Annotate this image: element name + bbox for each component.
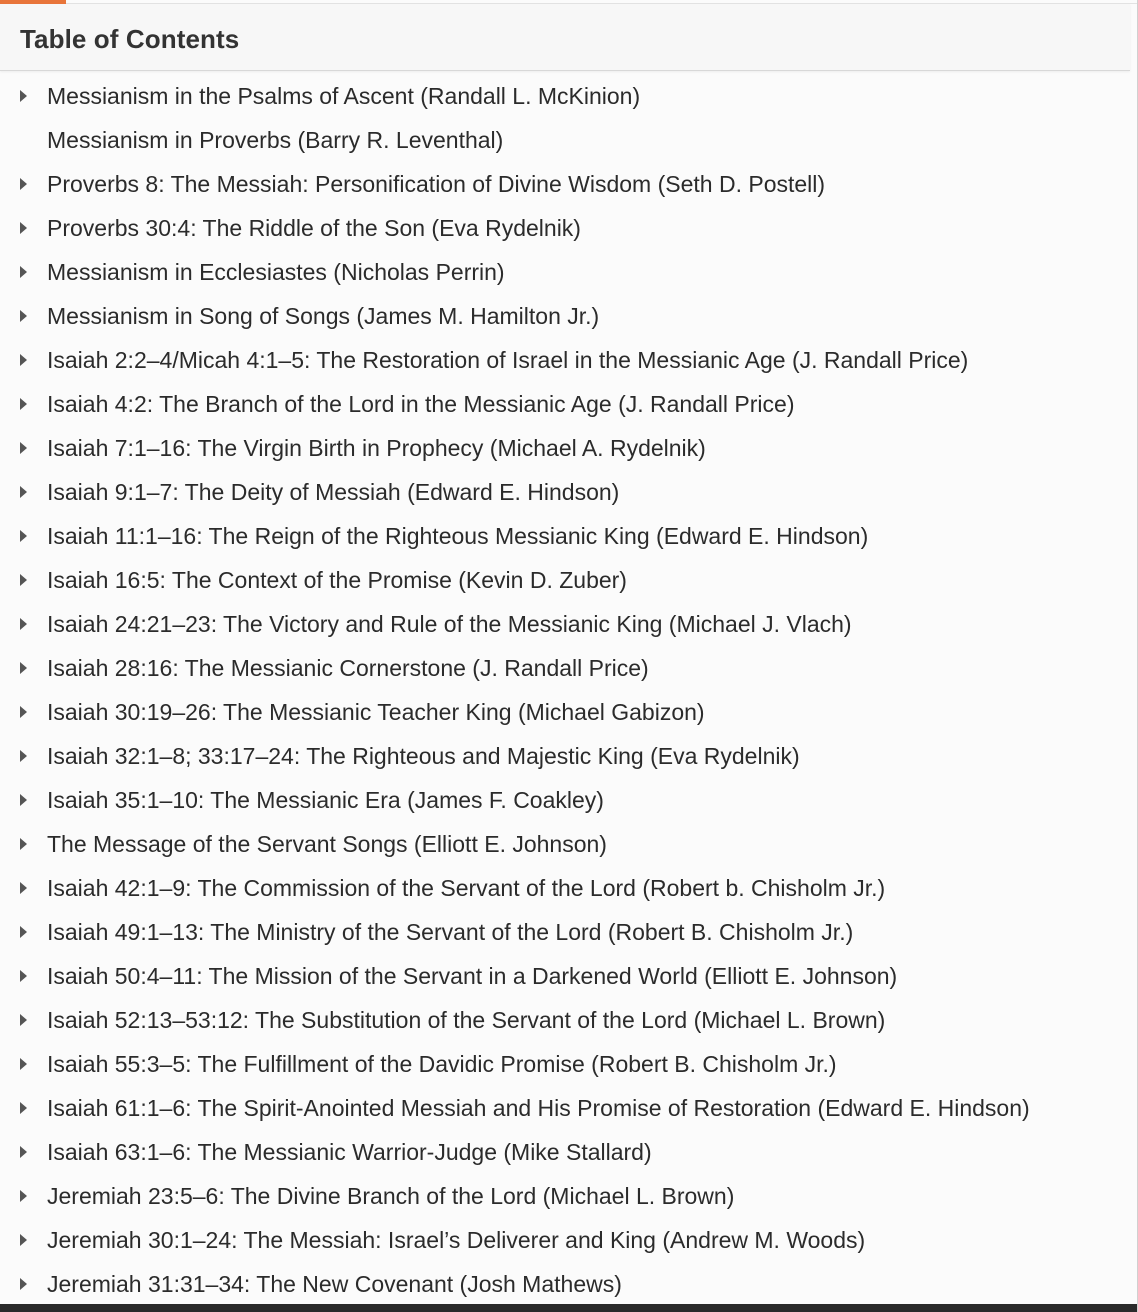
expand-arrow-icon[interactable] bbox=[20, 706, 27, 718]
toc-item[interactable] bbox=[0, 690, 1130, 734]
toc-item-link[interactable]: Isaiah 42:1–9: The Commission of the Servant of the Lord (Robert b. Chisholm Jr.) bbox=[47, 875, 886, 901]
expand-arrow-icon[interactable] bbox=[20, 1146, 27, 1158]
toc-item-link[interactable]: Isaiah 16:5: The Context of the Promise (Kevin D. Zuber) bbox=[47, 567, 627, 593]
toc-item[interactable] bbox=[0, 1218, 1130, 1262]
expand-arrow-icon[interactable] bbox=[20, 662, 27, 674]
toc-item[interactable] bbox=[0, 1042, 1130, 1086]
toc-item[interactable] bbox=[0, 954, 1130, 998]
toc-item[interactable] bbox=[0, 470, 1130, 514]
toc-item-link[interactable]: Isaiah 28:16: The Messianic Cornerstone (J. Randall Price) bbox=[47, 655, 649, 681]
toc-item[interactable] bbox=[0, 1086, 1130, 1130]
expand-arrow-icon[interactable] bbox=[20, 310, 27, 322]
toc-item-link[interactable]: Isaiah 9:1–7: The Deity of Messiah (Edward E. Hindson) bbox=[47, 479, 620, 505]
expand-arrow-icon[interactable] bbox=[20, 354, 27, 366]
expand-arrow-icon[interactable] bbox=[20, 266, 27, 278]
expand-arrow-icon[interactable] bbox=[20, 530, 27, 542]
toc-item[interactable] bbox=[0, 910, 1130, 954]
toc-list bbox=[0, 74, 1130, 1306]
toc-item[interactable] bbox=[0, 382, 1130, 426]
toc-item[interactable] bbox=[0, 74, 1130, 118]
toc-item-link[interactable]: Isaiah 61:1–6: The Spirit-Anointed Messiah and His Promise of Restoration (Edward E. Hindson) bbox=[47, 1095, 1030, 1121]
toc-item[interactable] bbox=[0, 294, 1130, 338]
toc-item-link[interactable]: Isaiah 7:1–16: The Virgin Birth in Prophecy (Michael A. Rydelnik) bbox=[47, 435, 706, 461]
toc-item[interactable] bbox=[0, 1130, 1130, 1174]
toc-item-link[interactable]: Isaiah 55:3–5: The Fulfillment of the Davidic Promise (Robert B. Chisholm Jr.) bbox=[47, 1051, 837, 1077]
toc-item-link[interactable]: Jeremiah 31:31–34: The New Covenant (Josh Mathews) bbox=[47, 1271, 622, 1297]
toc-item-link[interactable]: Isaiah 32:1–8; 33:17–24: The Righteous and Majestic King (Eva Rydelnik) bbox=[47, 743, 800, 769]
toc-header bbox=[0, 4, 1130, 71]
expand-arrow-icon[interactable] bbox=[20, 1058, 27, 1070]
toc-item[interactable] bbox=[0, 866, 1130, 910]
toc-item[interactable] bbox=[0, 822, 1130, 866]
expand-arrow-icon[interactable] bbox=[20, 926, 27, 938]
toc-item[interactable] bbox=[0, 426, 1130, 470]
toc-item-link[interactable]: Proverbs 8: The Messiah: Personification of Divine Wisdom (Seth D. Postell) bbox=[47, 171, 826, 197]
expand-arrow-icon[interactable] bbox=[20, 486, 27, 498]
toc-item[interactable] bbox=[0, 558, 1130, 602]
toc-item[interactable] bbox=[0, 338, 1130, 382]
toc-item-link[interactable]: Isaiah 30:19–26: The Messianic Teacher King (Michael Gabizon) bbox=[47, 699, 705, 725]
toc-item[interactable] bbox=[0, 1262, 1130, 1306]
toc-item-link[interactable]: Isaiah 2:2–4/Micah 4:1–5: The Restoration of Israel in the Messianic Age (J. Randall Price) bbox=[47, 347, 969, 373]
expand-arrow-icon[interactable] bbox=[20, 398, 27, 410]
expand-arrow-icon[interactable] bbox=[20, 970, 27, 982]
expand-arrow-icon[interactable] bbox=[20, 90, 27, 102]
expand-arrow-icon[interactable] bbox=[20, 794, 27, 806]
toc-item[interactable] bbox=[0, 206, 1130, 250]
toc-item[interactable] bbox=[0, 1174, 1130, 1218]
toc-item[interactable] bbox=[0, 250, 1130, 294]
expand-arrow-icon[interactable] bbox=[20, 574, 27, 586]
bottom-bar bbox=[0, 1304, 1138, 1312]
expand-arrow-icon[interactable] bbox=[20, 882, 27, 894]
toc-item[interactable] bbox=[0, 646, 1130, 690]
expand-arrow-icon[interactable] bbox=[20, 1190, 27, 1202]
expand-arrow-icon[interactable] bbox=[20, 1014, 27, 1026]
toc-item[interactable] bbox=[0, 734, 1130, 778]
expand-arrow-icon[interactable] bbox=[20, 838, 27, 850]
toc-item-link[interactable]: Isaiah 50:4–11: The Mission of the Servant in a Darkened World (Elliott E. Johnson) bbox=[47, 963, 898, 989]
toc-item-link[interactable]: Isaiah 24:21–23: The Victory and Rule of the Messianic King (Michael J. Vlach) bbox=[47, 611, 852, 637]
expand-arrow-icon[interactable] bbox=[20, 750, 27, 762]
expand-arrow-icon[interactable] bbox=[20, 1234, 27, 1246]
toc-item-link[interactable]: Isaiah 35:1–10: The Messianic Era (James F. Coakley) bbox=[47, 787, 604, 813]
toc-item-link[interactable]: Jeremiah 30:1–24: The Messiah: Israel’s Deliverer and King (Andrew M. Woods) bbox=[47, 1227, 866, 1253]
expand-arrow-icon[interactable] bbox=[20, 1278, 27, 1290]
toc-item-link[interactable]: Isaiah 49:1–13: The Ministry of the Servant of the Lord (Robert B. Chisholm Jr.) bbox=[47, 919, 854, 945]
expand-arrow-icon[interactable] bbox=[20, 178, 27, 190]
toc-item[interactable] bbox=[0, 778, 1130, 822]
expand-arrow-icon[interactable] bbox=[20, 222, 27, 234]
toc-item[interactable] bbox=[0, 514, 1130, 558]
toc-item-link[interactable]: Isaiah 11:1–16: The Reign of the Righteous Messianic King (Edward E. Hindson) bbox=[47, 523, 869, 549]
toc-item-link[interactable]: Jeremiah 23:5–6: The Divine Branch of the Lord (Michael L. Brown) bbox=[47, 1183, 735, 1209]
toc-item-link[interactable]: Messianism in Proverbs (Barry R. Leventhal) bbox=[47, 127, 504, 153]
toc-item-link[interactable]: Isaiah 52:13–53:12: The Substitution of the Servant of the Lord (Michael L. Brown) bbox=[47, 1007, 886, 1033]
expand-arrow-icon[interactable] bbox=[20, 442, 27, 454]
toc-item-link[interactable]: Messianism in Ecclesiastes (Nicholas Perrin) bbox=[47, 259, 505, 285]
toc-item-link[interactable]: Isaiah 4:2: The Branch of the Lord in the Messianic Age (J. Randall Price) bbox=[47, 391, 795, 417]
toc-item[interactable] bbox=[0, 602, 1130, 646]
toc-item[interactable] bbox=[0, 998, 1130, 1042]
toc-item-link[interactable]: Proverbs 30:4: The Riddle of the Son (Eva Rydelnik) bbox=[47, 215, 581, 241]
toc-item-link[interactable]: Messianism in the Psalms of Ascent (Randall L. McKinion) bbox=[47, 83, 641, 109]
toc-title: Table of Contents bbox=[20, 24, 240, 54]
toc-item[interactable] bbox=[0, 118, 1130, 162]
toc-item[interactable] bbox=[0, 162, 1130, 206]
toc-item-link[interactable]: Messianism in Song of Songs (James M. Hamilton Jr.) bbox=[47, 303, 600, 329]
toc-item-link[interactable]: The Message of the Servant Songs (Elliott E. Johnson) bbox=[47, 831, 607, 857]
expand-arrow-icon[interactable] bbox=[20, 618, 27, 630]
toc-item-link[interactable]: Isaiah 63:1–6: The Messianic Warrior-Judge (Mike Stallard) bbox=[47, 1139, 652, 1165]
expand-arrow-icon[interactable] bbox=[20, 1102, 27, 1114]
